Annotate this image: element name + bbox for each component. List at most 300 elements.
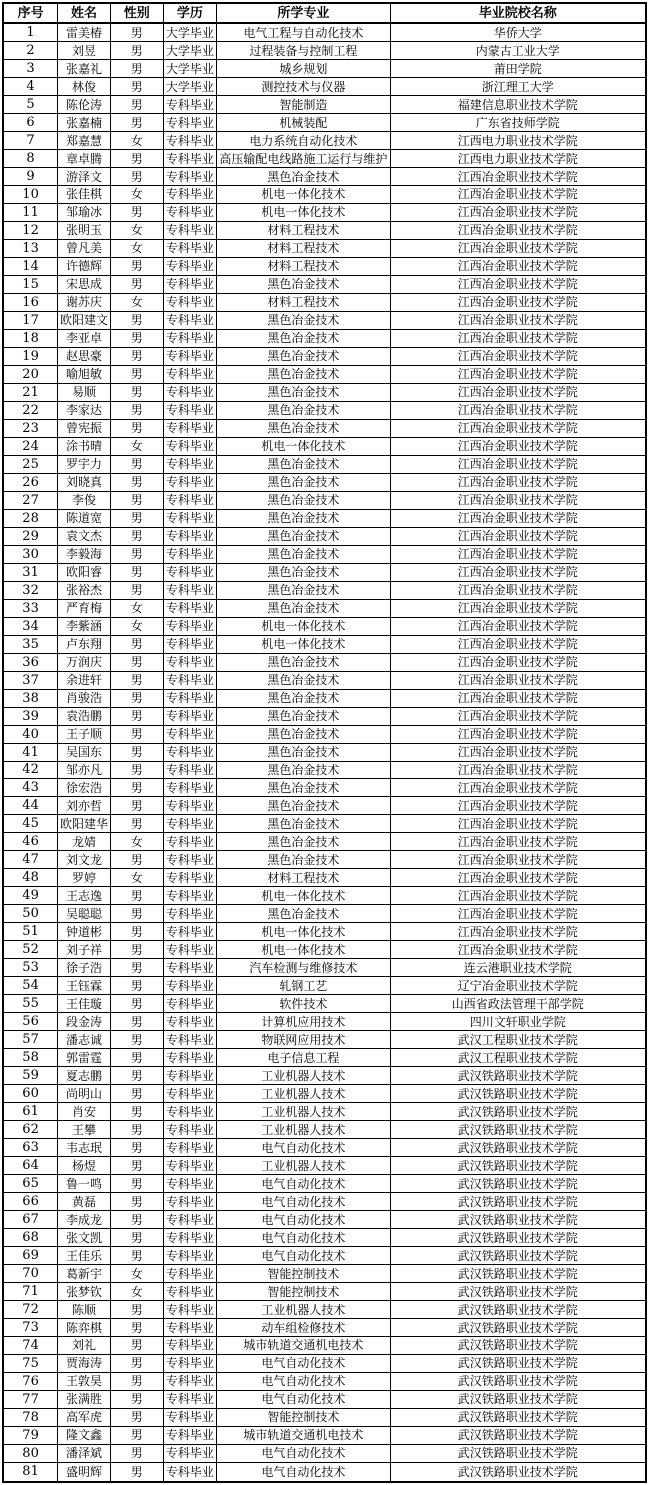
cell-name: 隆文鑫 xyxy=(58,1426,111,1444)
cell-education: 专科毕业 xyxy=(163,797,217,815)
cell-gender: 男 xyxy=(110,743,163,761)
cell-education: 专科毕业 xyxy=(163,725,217,743)
cell-gender: 男 xyxy=(110,203,163,221)
cell-school: 江西冶金职业技术学院 xyxy=(390,239,646,257)
cell-major: 黑色冶金技术 xyxy=(217,761,390,779)
cell-education: 专科毕业 xyxy=(163,599,217,617)
cell-major: 黑色冶金技术 xyxy=(217,905,390,923)
cell-education: 专科毕业 xyxy=(163,1319,217,1337)
cell-education: 专科毕业 xyxy=(163,1013,217,1031)
cell-major: 黑色冶金技术 xyxy=(217,653,390,671)
cell-gender: 女 xyxy=(110,132,163,150)
cell-education: 专科毕业 xyxy=(163,1211,217,1229)
cell-education: 专科毕业 xyxy=(163,761,217,779)
cell-education: 专科毕业 xyxy=(163,1229,217,1247)
cell-seq: 66 xyxy=(3,1193,58,1211)
cell-gender: 男 xyxy=(110,1049,163,1067)
cell-name: 黄磊 xyxy=(58,1193,111,1211)
cell-seq: 69 xyxy=(3,1247,58,1265)
cell-education: 专科毕业 xyxy=(163,1049,217,1067)
cell-major: 电气自动化技术 xyxy=(217,1175,390,1193)
cell-education: 专科毕业 xyxy=(163,365,217,383)
cell-school: 江西电力职业技术学院 xyxy=(390,132,646,150)
cell-major: 机电一体化技术 xyxy=(217,923,390,941)
cell-school: 武汉铁路职业技术学院 xyxy=(390,1408,646,1426)
cell-major: 黑色冶金技术 xyxy=(217,347,390,365)
cell-name: 陈弈棋 xyxy=(58,1319,111,1337)
cell-school: 江西冶金职业技术学院 xyxy=(390,275,646,293)
cell-gender: 男 xyxy=(110,150,163,168)
cell-gender: 男 xyxy=(110,1319,163,1337)
table-header-row xyxy=(3,3,646,23)
table-row xyxy=(3,168,646,186)
cell-major: 黑色冶金技术 xyxy=(217,311,390,329)
cell-name: 李俊 xyxy=(58,491,111,509)
cell-seq: 35 xyxy=(3,635,58,653)
table-row xyxy=(3,1031,646,1049)
cell-education: 专科毕业 xyxy=(163,239,217,257)
cell-seq: 3 xyxy=(3,60,58,78)
cell-gender: 男 xyxy=(110,78,163,96)
cell-seq: 79 xyxy=(3,1426,58,1444)
cell-major: 电气自动化技术 xyxy=(217,1229,390,1247)
cell-education: 专科毕业 xyxy=(163,527,217,545)
cell-major: 工业机器人技术 xyxy=(217,1067,390,1085)
cell-name: 刘昱 xyxy=(58,42,111,60)
cell-name: 吴聪聪 xyxy=(58,905,111,923)
cell-name: 余进轩 xyxy=(58,671,111,689)
table-row xyxy=(3,1193,646,1211)
cell-education: 专科毕业 xyxy=(163,203,217,221)
cell-name: 李紫涵 xyxy=(58,617,111,635)
cell-school: 江西冶金职业技术学院 xyxy=(390,257,646,275)
column-header-name: 姓名 xyxy=(58,3,111,23)
cell-school: 江西冶金职业技术学院 xyxy=(390,689,646,707)
cell-gender: 男 xyxy=(110,1085,163,1103)
cell-school: 江西冶金职业技术学院 xyxy=(390,365,646,383)
table-row xyxy=(3,365,646,383)
cell-major: 汽车检测与维修技术 xyxy=(217,959,390,977)
cell-major: 电气自动化技术 xyxy=(217,1390,390,1408)
table-row xyxy=(3,959,646,977)
cell-major: 黑色冶金技术 xyxy=(217,707,390,725)
cell-name: 刘礼 xyxy=(58,1337,111,1355)
cell-school: 连云港职业技术学院 xyxy=(390,959,646,977)
table-row xyxy=(3,1175,646,1193)
table-row xyxy=(3,1372,646,1390)
cell-school: 武汉铁路职业技术学院 xyxy=(390,1426,646,1444)
cell-gender: 男 xyxy=(110,1229,163,1247)
table-row xyxy=(3,329,646,347)
cell-education: 专科毕业 xyxy=(163,401,217,419)
table-row xyxy=(3,689,646,707)
cell-name: 段金涛 xyxy=(58,1013,111,1031)
cell-seq: 19 xyxy=(3,347,58,365)
cell-education: 专科毕业 xyxy=(163,689,217,707)
cell-education: 专科毕业 xyxy=(163,1426,217,1444)
table-row xyxy=(3,725,646,743)
cell-major: 电气自动化技术 xyxy=(217,1462,390,1482)
cell-seq: 24 xyxy=(3,437,58,455)
cell-major: 机电一体化技术 xyxy=(217,617,390,635)
cell-gender: 男 xyxy=(110,527,163,545)
cell-education: 专科毕业 xyxy=(163,887,217,905)
cell-name: 袁浩鹏 xyxy=(58,707,111,725)
cell-gender: 男 xyxy=(110,401,163,419)
table-row xyxy=(3,617,646,635)
cell-education: 专科毕业 xyxy=(163,221,217,239)
cell-name: 鲁一鸣 xyxy=(58,1175,111,1193)
cell-seq: 33 xyxy=(3,599,58,617)
cell-education: 专科毕业 xyxy=(163,1031,217,1049)
cell-seq: 31 xyxy=(3,563,58,581)
cell-seq: 9 xyxy=(3,168,58,186)
cell-gender: 男 xyxy=(110,60,163,78)
cell-school: 江西冶金职业技术学院 xyxy=(390,329,646,347)
cell-seq: 41 xyxy=(3,743,58,761)
table-row xyxy=(3,1283,646,1301)
table-row xyxy=(3,311,646,329)
cell-name: 王志逸 xyxy=(58,887,111,905)
cell-school: 江西冶金职业技术学院 xyxy=(390,186,646,204)
cell-school: 武汉铁路职业技术学院 xyxy=(390,1444,646,1462)
cell-name: 谢苏庆 xyxy=(58,293,111,311)
table-row xyxy=(3,779,646,797)
cell-gender: 男 xyxy=(110,995,163,1013)
cell-seq: 15 xyxy=(3,275,58,293)
cell-name: 陈伦涛 xyxy=(58,96,111,114)
table-row xyxy=(3,1085,646,1103)
cell-seq: 28 xyxy=(3,509,58,527)
cell-major: 工业机器人技术 xyxy=(217,1157,390,1175)
cell-major: 黑色冶金技术 xyxy=(217,743,390,761)
cell-seq: 51 xyxy=(3,923,58,941)
cell-education: 大学毕业 xyxy=(163,78,217,96)
cell-major: 黑色冶金技术 xyxy=(217,833,390,851)
cell-major: 电气自动化技术 xyxy=(217,1139,390,1157)
table-row xyxy=(3,203,646,221)
cell-gender: 女 xyxy=(110,1283,163,1301)
cell-education: 专科毕业 xyxy=(163,617,217,635)
table-row xyxy=(3,1049,646,1067)
cell-education: 专科毕业 xyxy=(163,833,217,851)
cell-gender: 女 xyxy=(110,186,163,204)
cell-seq: 11 xyxy=(3,203,58,221)
table-row xyxy=(3,150,646,168)
table-row xyxy=(3,78,646,96)
cell-major: 黑色冶金技术 xyxy=(217,689,390,707)
table-row xyxy=(3,1103,646,1121)
cell-school: 江西冶金职业技术学院 xyxy=(390,563,646,581)
cell-name: 游泽文 xyxy=(58,168,111,186)
cell-school: 江西冶金职业技术学院 xyxy=(390,941,646,959)
cell-major: 黑色冶金技术 xyxy=(217,383,390,401)
table-row xyxy=(3,257,646,275)
cell-gender: 男 xyxy=(110,473,163,491)
cell-seq: 46 xyxy=(3,833,58,851)
cell-gender: 男 xyxy=(110,671,163,689)
table-row xyxy=(3,275,646,293)
cell-seq: 61 xyxy=(3,1103,58,1121)
cell-seq: 77 xyxy=(3,1390,58,1408)
cell-seq: 27 xyxy=(3,491,58,509)
cell-school: 江西冶金职业技术学院 xyxy=(390,437,646,455)
cell-education: 专科毕业 xyxy=(163,114,217,132)
cell-education: 专科毕业 xyxy=(163,563,217,581)
column-header-major: 所学专业 xyxy=(217,3,390,23)
cell-major: 软件技术 xyxy=(217,995,390,1013)
cell-seq: 67 xyxy=(3,1211,58,1229)
cell-seq: 2 xyxy=(3,42,58,60)
table-row xyxy=(3,1354,646,1372)
cell-school: 武汉铁路职业技术学院 xyxy=(390,1283,646,1301)
cell-seq: 72 xyxy=(3,1301,58,1319)
table-row xyxy=(3,833,646,851)
cell-name: 肖安 xyxy=(58,1103,111,1121)
cell-name: 王攀 xyxy=(58,1121,111,1139)
cell-gender: 男 xyxy=(110,1408,163,1426)
cell-gender: 男 xyxy=(110,1426,163,1444)
cell-name: 杨煜 xyxy=(58,1157,111,1175)
cell-seq: 54 xyxy=(3,977,58,995)
cell-name: 欧阳建华 xyxy=(58,815,111,833)
cell-seq: 47 xyxy=(3,851,58,869)
cell-name: 刘亦哲 xyxy=(58,797,111,815)
table-row xyxy=(3,743,646,761)
cell-major: 过程装备与控制工程 xyxy=(217,42,390,60)
table-row xyxy=(3,1390,646,1408)
cell-name: 葛新宇 xyxy=(58,1265,111,1283)
cell-gender: 男 xyxy=(110,959,163,977)
table-row xyxy=(3,923,646,941)
cell-name: 袁文杰 xyxy=(58,527,111,545)
cell-gender: 男 xyxy=(110,491,163,509)
table-row xyxy=(3,401,646,419)
cell-education: 专科毕业 xyxy=(163,869,217,887)
cell-name: 贾海涛 xyxy=(58,1354,111,1372)
cell-seq: 81 xyxy=(3,1462,58,1482)
cell-education: 专科毕业 xyxy=(163,1139,217,1157)
cell-school: 江西冶金职业技术学院 xyxy=(390,383,646,401)
table-row xyxy=(3,1337,646,1355)
cell-school: 江西冶金职业技术学院 xyxy=(390,203,646,221)
cell-education: 专科毕业 xyxy=(163,1157,217,1175)
cell-major: 电气工程与自动化技术 xyxy=(217,23,390,42)
cell-name: 邹亦凡 xyxy=(58,761,111,779)
cell-major: 机电一体化技术 xyxy=(217,186,390,204)
cell-education: 专科毕业 xyxy=(163,635,217,653)
cell-education: 专科毕业 xyxy=(163,1337,217,1355)
cell-name: 欧阳建文 xyxy=(58,311,111,329)
cell-seq: 76 xyxy=(3,1372,58,1390)
cell-education: 专科毕业 xyxy=(163,1247,217,1265)
cell-school: 江西冶金职业技术学院 xyxy=(390,221,646,239)
cell-school: 辽宁冶金职业技术学院 xyxy=(390,977,646,995)
cell-major: 工业机器人技术 xyxy=(217,1301,390,1319)
cell-name: 潘志诚 xyxy=(58,1031,111,1049)
table-row xyxy=(3,635,646,653)
cell-seq: 13 xyxy=(3,239,58,257)
cell-gender: 男 xyxy=(110,1337,163,1355)
cell-major: 机电一体化技术 xyxy=(217,635,390,653)
table-row xyxy=(3,1121,646,1139)
cell-gender: 男 xyxy=(110,761,163,779)
cell-major: 黑色冶金技术 xyxy=(217,797,390,815)
cell-name: 张嘉礼 xyxy=(58,60,111,78)
table-row xyxy=(3,797,646,815)
cell-gender: 男 xyxy=(110,1067,163,1085)
cell-seq: 25 xyxy=(3,455,58,473)
cell-gender: 男 xyxy=(110,1462,163,1482)
cell-major: 电气自动化技术 xyxy=(217,1193,390,1211)
cell-education: 专科毕业 xyxy=(163,96,217,114)
cell-major: 黑色冶金技术 xyxy=(217,275,390,293)
graduate-roster-table xyxy=(2,2,647,1483)
cell-gender: 男 xyxy=(110,1444,163,1462)
cell-seq: 75 xyxy=(3,1354,58,1372)
cell-name: 李家达 xyxy=(58,401,111,419)
cell-major: 机电一体化技术 xyxy=(217,941,390,959)
cell-school: 山西省政法管理干部学院 xyxy=(390,995,646,1013)
cell-gender: 男 xyxy=(110,815,163,833)
table-row xyxy=(3,1462,646,1482)
cell-name: 李成龙 xyxy=(58,1211,111,1229)
cell-school: 江西冶金职业技术学院 xyxy=(390,851,646,869)
cell-school: 江西冶金职业技术学院 xyxy=(390,509,646,527)
cell-school: 武汉铁路职业技术学院 xyxy=(390,1265,646,1283)
cell-gender: 男 xyxy=(110,257,163,275)
cell-name: 卢东翔 xyxy=(58,635,111,653)
cell-major: 机电一体化技术 xyxy=(217,203,390,221)
table-row xyxy=(3,671,646,689)
column-header-education: 学历 xyxy=(163,3,217,23)
cell-seq: 48 xyxy=(3,869,58,887)
column-header-seq: 序号 xyxy=(3,3,58,23)
cell-education: 专科毕业 xyxy=(163,1408,217,1426)
cell-seq: 70 xyxy=(3,1265,58,1283)
cell-name: 钟道彬 xyxy=(58,923,111,941)
cell-major: 智能控制技术 xyxy=(217,1408,390,1426)
cell-major: 城乡规划 xyxy=(217,60,390,78)
cell-seq: 17 xyxy=(3,311,58,329)
cell-name: 罗婷 xyxy=(58,869,111,887)
cell-gender: 男 xyxy=(110,509,163,527)
column-header-school: 毕业院校名称 xyxy=(390,3,646,23)
cell-major: 黑色冶金技术 xyxy=(217,581,390,599)
cell-major: 工业机器人技术 xyxy=(217,1085,390,1103)
cell-school: 江西冶金职业技术学院 xyxy=(390,653,646,671)
cell-seq: 78 xyxy=(3,1408,58,1426)
cell-school: 武汉铁路职业技术学院 xyxy=(390,1085,646,1103)
cell-school: 江西冶金职业技术学院 xyxy=(390,293,646,311)
cell-name: 徐宏浩 xyxy=(58,779,111,797)
cell-gender: 男 xyxy=(110,941,163,959)
cell-name: 万润庆 xyxy=(58,653,111,671)
cell-seq: 59 xyxy=(3,1067,58,1085)
cell-seq: 21 xyxy=(3,383,58,401)
cell-education: 专科毕业 xyxy=(163,150,217,168)
cell-seq: 68 xyxy=(3,1229,58,1247)
table-body xyxy=(3,23,646,1482)
cell-name: 张文凯 xyxy=(58,1229,111,1247)
cell-name: 宋思成 xyxy=(58,275,111,293)
cell-name: 韦志珉 xyxy=(58,1139,111,1157)
cell-name: 高军虎 xyxy=(58,1408,111,1426)
cell-education: 大学毕业 xyxy=(163,60,217,78)
cell-name: 张满胜 xyxy=(58,1390,111,1408)
cell-gender: 男 xyxy=(110,1193,163,1211)
cell-seq: 8 xyxy=(3,150,58,168)
cell-gender: 女 xyxy=(110,869,163,887)
cell-gender: 男 xyxy=(110,851,163,869)
table-row xyxy=(3,1265,646,1283)
cell-name: 涂书晴 xyxy=(58,437,111,455)
cell-education: 专科毕业 xyxy=(163,959,217,977)
cell-major: 机电一体化技术 xyxy=(217,437,390,455)
cell-seq: 43 xyxy=(3,779,58,797)
table-row xyxy=(3,96,646,114)
cell-school: 武汉铁路职业技术学院 xyxy=(390,1354,646,1372)
cell-major: 物联网应用技术 xyxy=(217,1031,390,1049)
table-row xyxy=(3,545,646,563)
cell-major: 黑色冶金技术 xyxy=(217,815,390,833)
cell-school: 武汉工程职业技术学院 xyxy=(390,1031,646,1049)
cell-gender: 男 xyxy=(110,1354,163,1372)
cell-seq: 71 xyxy=(3,1283,58,1301)
cell-seq: 6 xyxy=(3,114,58,132)
table-row xyxy=(3,383,646,401)
cell-major: 黑色冶金技术 xyxy=(217,491,390,509)
cell-seq: 52 xyxy=(3,941,58,959)
cell-name: 邹瑜冰 xyxy=(58,203,111,221)
cell-seq: 57 xyxy=(3,1031,58,1049)
cell-education: 专科毕业 xyxy=(163,509,217,527)
table-row xyxy=(3,491,646,509)
cell-gender: 男 xyxy=(110,887,163,905)
cell-gender: 男 xyxy=(110,923,163,941)
cell-gender: 男 xyxy=(110,383,163,401)
cell-name: 罗宇力 xyxy=(58,455,111,473)
table-row xyxy=(3,581,646,599)
cell-education: 专科毕业 xyxy=(163,671,217,689)
cell-name: 张佳棋 xyxy=(58,186,111,204)
cell-school: 武汉铁路职业技术学院 xyxy=(390,1103,646,1121)
cell-major: 黑色冶金技术 xyxy=(217,509,390,527)
cell-name: 王子顺 xyxy=(58,725,111,743)
table-row xyxy=(3,707,646,725)
cell-name: 张裕杰 xyxy=(58,581,111,599)
cell-education: 专科毕业 xyxy=(163,1354,217,1372)
cell-gender: 男 xyxy=(110,114,163,132)
cell-school: 武汉铁路职业技术学院 xyxy=(390,1372,646,1390)
cell-gender: 男 xyxy=(110,1103,163,1121)
cell-seq: 42 xyxy=(3,761,58,779)
table-row xyxy=(3,60,646,78)
cell-name: 刘子祥 xyxy=(58,941,111,959)
cell-school: 武汉铁路职业技术学院 xyxy=(390,1337,646,1355)
table-row xyxy=(3,1139,646,1157)
table-row xyxy=(3,527,646,545)
cell-gender: 女 xyxy=(110,1265,163,1283)
cell-name: 陈顺 xyxy=(58,1301,111,1319)
cell-name: 李毅海 xyxy=(58,545,111,563)
table-row xyxy=(3,293,646,311)
cell-education: 专科毕业 xyxy=(163,473,217,491)
cell-major: 智能控制技术 xyxy=(217,1283,390,1301)
cell-name: 刘晓真 xyxy=(58,473,111,491)
table-row xyxy=(3,42,646,60)
cell-seq: 40 xyxy=(3,725,58,743)
